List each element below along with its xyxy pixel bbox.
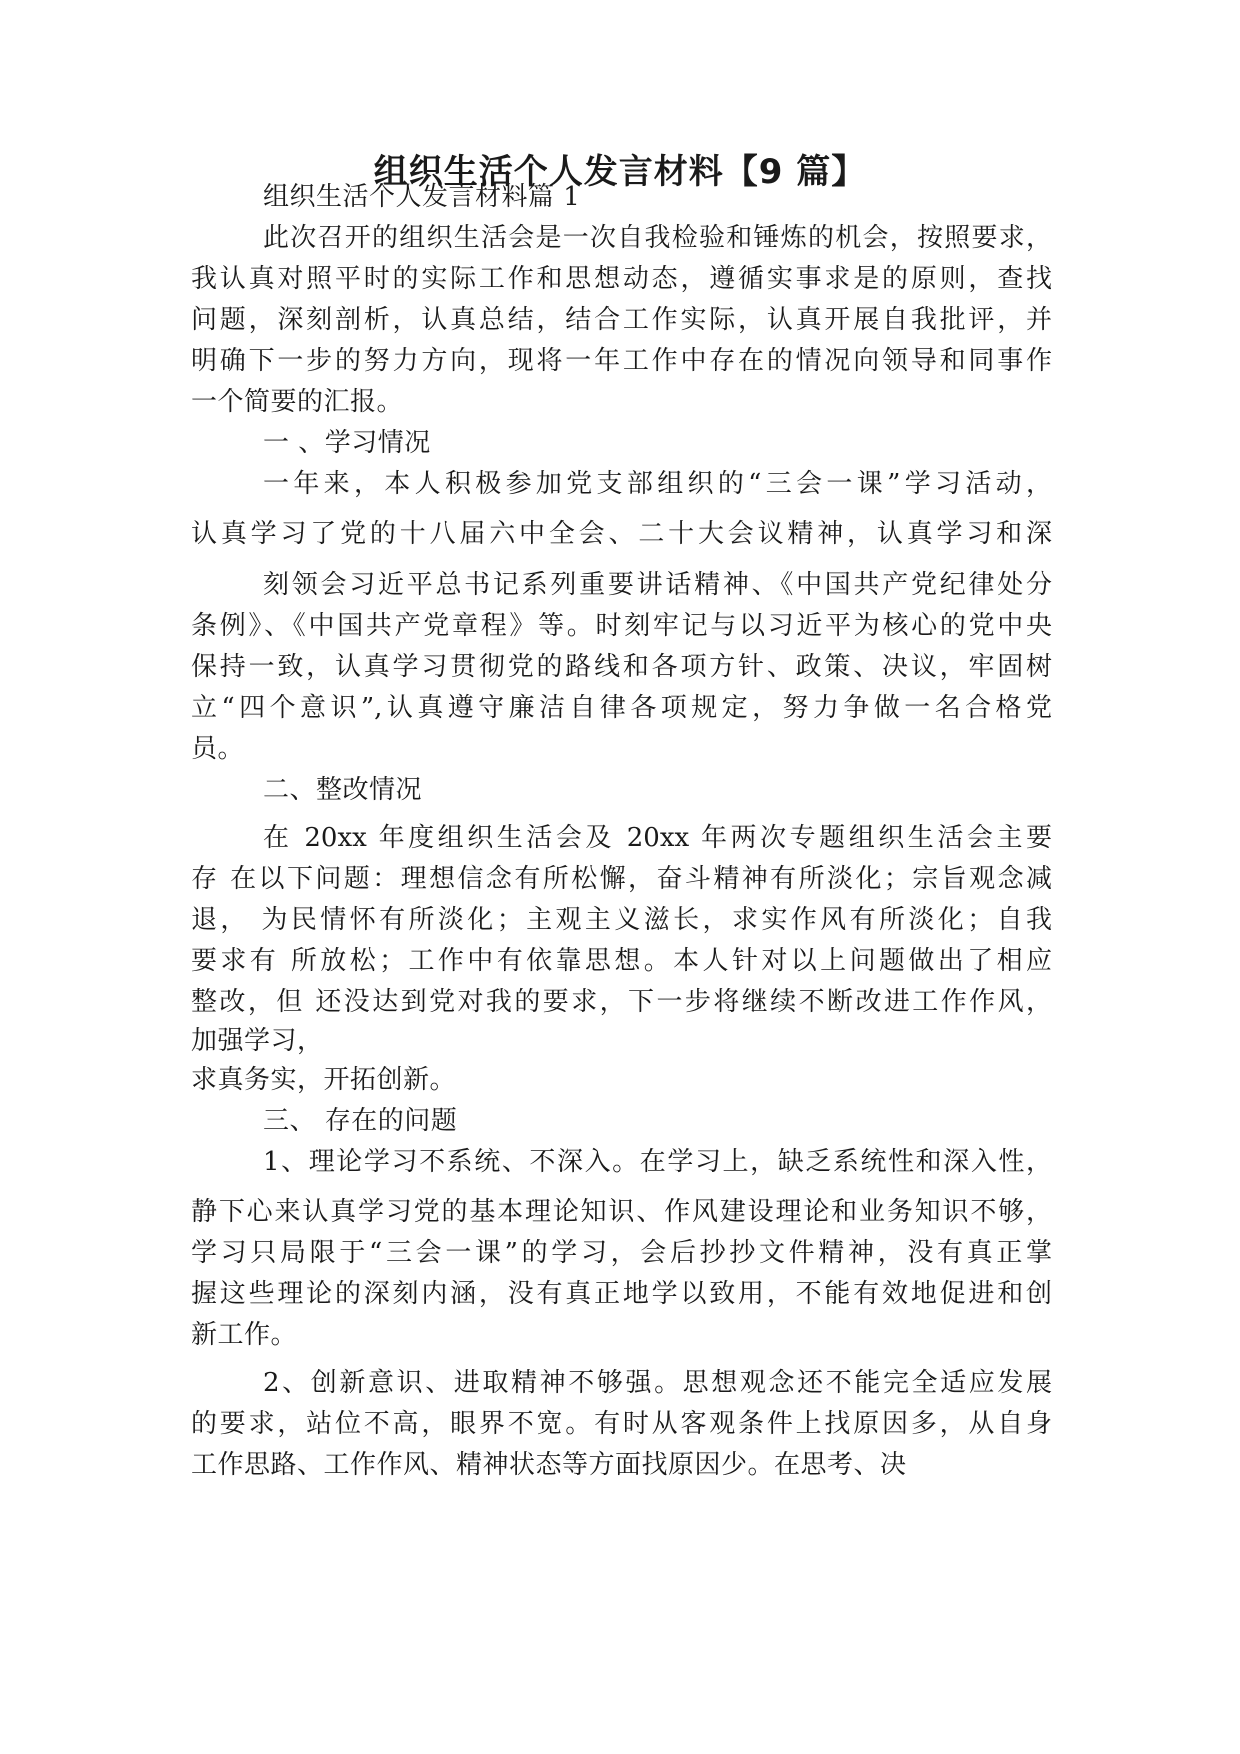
section-heading-study: 一 、学习情况: [263, 428, 431, 458]
section-heading-piece-1: 组织生活个人发言材料篇 1: [263, 182, 581, 212]
paragraph-line: 一个简要的汇报。: [191, 387, 404, 417]
paragraph-line: 退， 为民情怀有所淡化；主观主义滋长，求实作风有所淡化；自我: [191, 905, 1052, 935]
paragraph-line: 明确下一步的努力方向，现将一年工作中存在的情况向领导和同事作: [191, 346, 1052, 376]
paragraph-line: 的要求，站位不高，眼界不宽。有时从客观条件上找原因多，从自身: [191, 1409, 1052, 1439]
paragraph-line: 工作思路、工作作风、精神状态等方面找原因少。在思考、决: [191, 1450, 907, 1480]
paragraph-line: 条例》、《中国共产党章程》等。时刻牢记与以习近平为核心的党中央: [191, 611, 1052, 641]
paragraph-line: 刻领会习近平总书记系列重要讲话精神、《中国共产党纪律处分: [263, 570, 1052, 600]
paragraph-line: 2、创新意识、进取精神不够强。思想观念还不能完全适应发展: [263, 1368, 1052, 1398]
paragraph-line: 握这些理论的深刻内涵，没有真正地学以致用，不能有效地促进和创: [191, 1279, 1052, 1309]
paragraph-line: 新工作。: [191, 1320, 298, 1350]
paragraph-line: 此次召开的组织生活会是一次自我检验和锤炼的机会，按照要求，: [263, 223, 1052, 253]
paragraph-line: 立“四个意识”,认真遵守廉洁自律各项规定，努力争做一名合格党: [191, 693, 1052, 723]
paragraph-line: 一年来，本人积极参加党支部组织的“三会一课”学习活动，: [263, 469, 1052, 499]
section-heading-problems: 三、 存在的问题: [263, 1106, 458, 1136]
paragraph-line: 学习只局限于“三会一课”的学习，会后抄抄文件精神，没有真正掌: [191, 1238, 1052, 1268]
document-title: 组织生活个人发言材料【9 篇】: [373, 152, 867, 192]
paragraph-line: 要求有 所放松；工作中有依靠思想。本人针对以上问题做出了相应: [191, 946, 1052, 976]
paragraph-line: 问题，深刻剖析，认真总结，结合工作实际，认真开展自我批评，并: [191, 305, 1052, 335]
paragraph-line: 加强学习，: [191, 1026, 324, 1056]
section-heading-rectification: 二、整改情况: [263, 775, 423, 805]
paragraph-line: 整改，但 还没达到党对我的要求，下一步将继续不断改进工作作风，: [191, 987, 1052, 1017]
paragraph-line: 在 20xx 年度组织生活会及 20xx 年两次专题组织生活会主要: [263, 823, 1052, 853]
paragraph-line: 求真务实，开拓创新。: [191, 1065, 457, 1095]
paragraph-line: 员。: [191, 734, 245, 764]
paragraph-line: 静下心来认真学习党的基本理论知识、作风建设理论和业务知识不够，: [191, 1197, 1052, 1227]
paragraph-line: 1、理论学习不系统、不深入。在学习上，缺乏系统性和深入性，: [263, 1147, 1052, 1177]
paragraph-line: 我认真对照平时的实际工作和思想动态，遵循实事求是的原则，查找: [191, 264, 1052, 294]
paragraph-line: 存 在以下问题：理想信念有所松懈，奋斗精神有所淡化；宗旨观念减: [191, 864, 1052, 894]
paragraph-line: 认真学习了党的十八届六中全会、二十大会议精神，认真学习和深: [191, 519, 1052, 549]
paragraph-line: 保持一致，认真学习贯彻党的路线和各项方针、政策、决议，牢固树: [191, 652, 1052, 682]
